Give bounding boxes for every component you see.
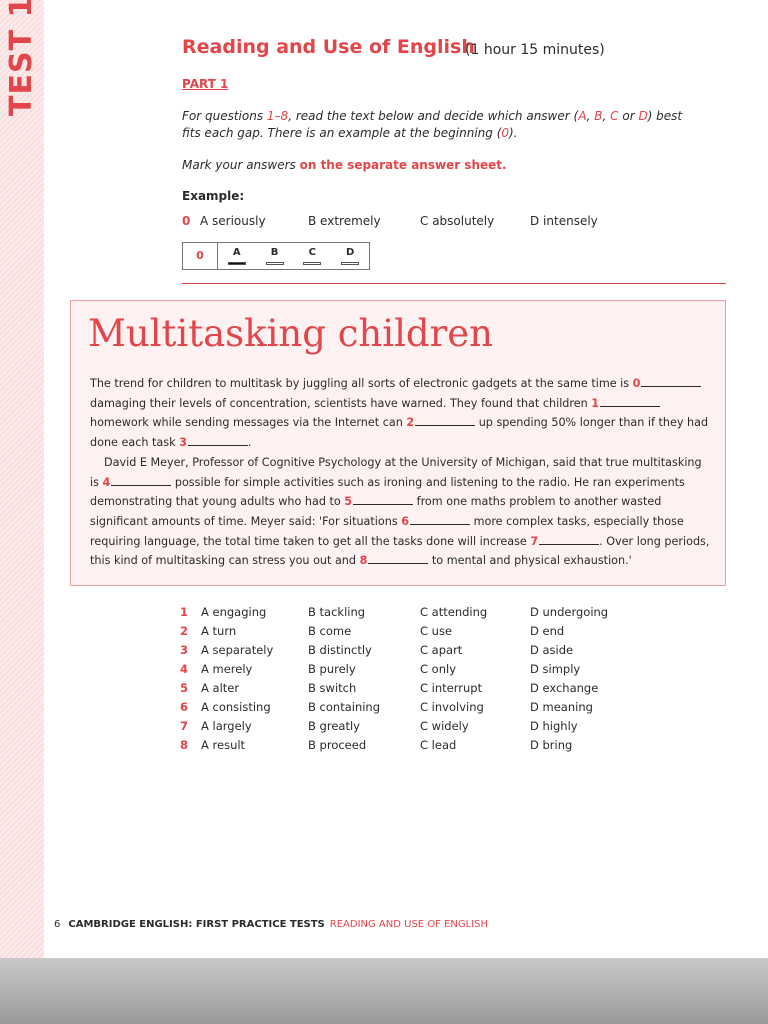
example-grid-c: C [293, 243, 331, 269]
example-option-d: D intensely [530, 214, 598, 228]
side-stripe [0, 0, 44, 958]
test-tab-label [4, 80, 39, 116]
example-grid-number: 0 [183, 243, 218, 269]
divider [182, 283, 726, 284]
part-heading: PART 1 [182, 77, 229, 91]
example-grid-d: D [331, 243, 369, 269]
example-label: Example: [182, 189, 245, 203]
passage-paragraph-2: David E Meyer, Professor of Cognitive Psychology at the University of Michigan, said that true multitasking is 4 possible for simple activities such as ironing and listening to the radio. He ran experiments demonstrating that young adults who had to 5 from one maths problem to another wasted significant amounts of time. Meyer said: 'For situations 6 more complex tasks, especially those requiring language, the total time taken to get all the tasks done will increase 7 . Over long periods, this kind of multitasking can stress you out and 8 to mental and physical exhaustion.' [90, 455, 710, 568]
example-option-b: B extremely [308, 214, 381, 228]
example-number: 0 [182, 214, 191, 228]
example-grid-a: A [218, 243, 256, 269]
section-title: Reading and Use of English [182, 36, 475, 58]
footer-section: READING AND USE OF ENGLISH [329, 919, 489, 930]
example-grid-b: B [256, 243, 294, 269]
section-duration: (1 hour 15 minutes) [465, 42, 605, 58]
book-title: CAMBRIDGE ENGLISH: FIRST PRACTICE TESTS [68, 919, 325, 930]
page-number: 6 [54, 919, 61, 930]
page-footer [54, 919, 488, 930]
mark-instructions: Mark your answers on the separate answer sheet. [182, 158, 507, 172]
example-answer-grid [182, 242, 370, 270]
passage-title: Multitasking children [88, 312, 494, 355]
instructions: For questions 1–8, read the text below and decide which answer (A, B, C or D) best fits each gap. There is an example at the beginning (0). [182, 109, 683, 140]
passage-paragraph-1: The trend for children to multitask by juggling all sorts of electronic gadgets at the same time is 0 damaging their levels of concentration, scientists have warned. They found that children 1 homework while sending messages via the Internet can 2 up spending 50% longer than if they had done each task 3 . [90, 377, 709, 450]
example-option-c: C absolutely [420, 214, 495, 228]
passage-text [90, 374, 710, 571]
scanner-edge [0, 958, 768, 1024]
example-option-a: A seriously [200, 214, 266, 228]
